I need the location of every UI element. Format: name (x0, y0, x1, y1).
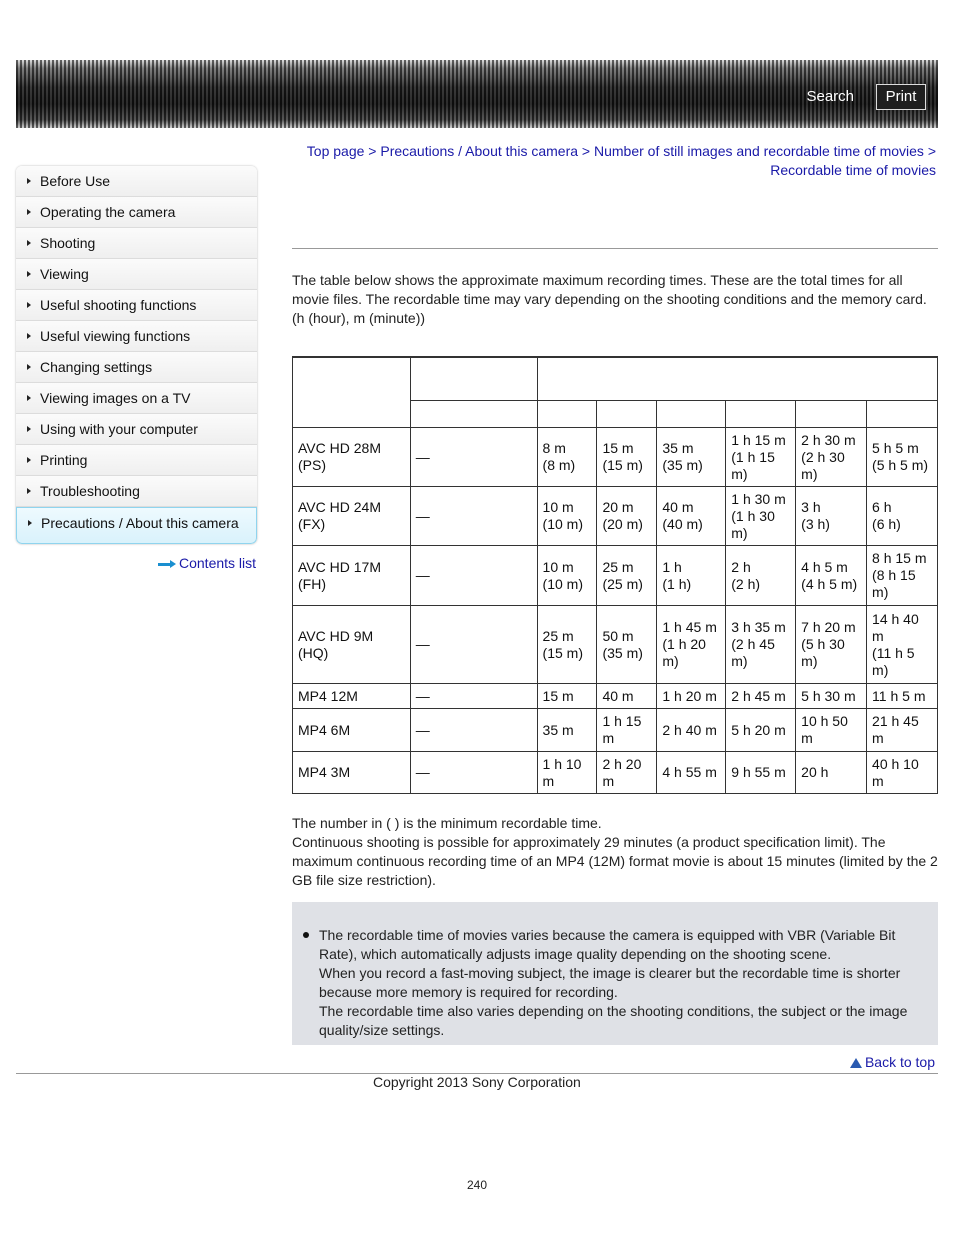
table-cell: 2 h 30 m (2 h 30 m) (796, 428, 867, 487)
table-cell: 10 m (10 m) (537, 546, 597, 606)
table-row (293, 546, 938, 606)
triangle-right-icon (27, 271, 31, 277)
table-cell: 2 h 45 m (726, 684, 796, 709)
header-cell (657, 401, 726, 428)
breadcrumb-number-of-images[interactable]: Number of still images and recordable time of movies (594, 143, 924, 159)
table-cell: 1 h 45 m (1 h 20 m) (657, 606, 726, 684)
header-cell (796, 401, 867, 428)
table-row (293, 428, 938, 487)
note-min-time: The number in ( ) is the minimum recordable time. (292, 815, 602, 831)
hint-paragraph: The recordable time of movies varies because the camera is equipped with VBR (Variable Bit Rate), which automatically adjusts image quality depending on the shooting scene. (319, 927, 896, 962)
table-cell: 1 h 15 m (1 h 15 m) (726, 428, 796, 487)
note-continuous: Continuous shooting is possible for approximately 29 minutes (a product specification limit). The maximum continuous recording time of an MP4 (12M) format movie is about 15 minutes (limited by the 2 GB file size restriction). (292, 834, 938, 888)
table-cell: 4 h 55 m (657, 752, 726, 794)
table-cell: 1 h 10 m (537, 752, 597, 794)
sidebar-item-troubleshooting[interactable]: Troubleshooting (16, 476, 257, 507)
table-cell: AVC HD 17M (FH) (293, 546, 411, 606)
back-to-top-link[interactable]: Back to top (850, 1054, 935, 1070)
table-cell: — (410, 428, 537, 487)
sidebar-item-shooting[interactable]: Shooting (16, 228, 257, 259)
contents-list-link[interactable]: Contents list (158, 555, 256, 571)
table-cell: 6 h (6 h) (867, 487, 938, 546)
table-cell: 3 h 35 m (2 h 45 m) (726, 606, 796, 684)
sidebar-item-viewing[interactable]: Viewing (16, 259, 257, 290)
arrow-right-icon (158, 560, 176, 568)
hint-paragraph: When you record a fast-moving subject, the image is clearer but the recordable time is shorter because more memory is required for recording. (319, 965, 901, 1000)
table-cell: 5 h 20 m (726, 709, 796, 752)
triangle-right-icon (27, 209, 31, 215)
header-cell (293, 357, 411, 428)
triangle-right-icon (27, 178, 31, 184)
table-cell: 11 h 5 m (867, 684, 938, 709)
table-cell: 25 m (25 m) (597, 546, 657, 606)
hint-paragraph: The recordable time also varies depending on the shooting conditions, the subject or the image quality/size settings. (319, 1003, 908, 1038)
table-row (293, 606, 938, 684)
hint-box (292, 902, 938, 1045)
table-row (293, 752, 938, 794)
notes (292, 814, 938, 890)
table-cell: AVC HD 9M (HQ) (293, 606, 411, 684)
table-cell: MP4 6M (293, 709, 411, 752)
triangle-right-icon (27, 364, 31, 370)
header-bar (16, 60, 938, 128)
sidebar-item-changing-settings[interactable]: Changing settings (16, 352, 257, 383)
breadcrumb: Top page > Precautions / About this camera > Number of still images and recordable time of movies > Recordable time of movies (306, 143, 936, 178)
sidebar-nav (16, 166, 257, 544)
table-cell: 15 m (15 m) (597, 428, 657, 487)
header-cell (410, 357, 537, 401)
table-row (293, 684, 938, 709)
recordable-time-table (292, 356, 938, 794)
table-cell: — (410, 546, 537, 606)
table-cell: 5 h 5 m (5 h 5 m) (867, 428, 938, 487)
sidebar-item-useful-shooting[interactable]: Useful shooting functions (16, 290, 257, 321)
table-cell: 10 m (10 m) (537, 487, 597, 546)
table-cell: — (410, 752, 537, 794)
header-cell (597, 401, 657, 428)
arrow-up-icon (850, 1058, 862, 1068)
table-row (293, 487, 938, 546)
table-cell: 10 h 50 m (796, 709, 867, 752)
triangle-right-icon (27, 426, 31, 432)
table-cell: 50 m (35 m) (597, 606, 657, 684)
sidebar-item-operating[interactable]: Operating the camera (16, 197, 257, 228)
header-cell (726, 401, 796, 428)
table-cell: 21 h 45 m (867, 709, 938, 752)
page-number: 240 (466, 1178, 488, 1192)
table-cell: 2 h 20 m (597, 752, 657, 794)
sidebar-item-computer[interactable]: Using with your computer (16, 414, 257, 445)
triangle-right-icon (27, 302, 31, 308)
table-cell: 35 m (537, 709, 597, 752)
table-cell: 1 h 20 m (657, 684, 726, 709)
triangle-right-icon (27, 333, 31, 339)
table-cell: 7 h 20 m (5 h 30 m) (796, 606, 867, 684)
table-cell: 9 h 55 m (726, 752, 796, 794)
table-cell: 25 m (15 m) (537, 606, 597, 684)
table-body (293, 428, 938, 794)
table-cell: 1 h (1 h) (657, 546, 726, 606)
table-cell: AVC HD 24M (FX) (293, 487, 411, 546)
copyright: Copyright 2013 Sony Corporation (373, 1074, 581, 1090)
title-divider (292, 248, 938, 249)
triangle-right-icon (27, 457, 31, 463)
table-cell: 20 h (796, 752, 867, 794)
table-cell: 40 m (40 m) (657, 487, 726, 546)
table-cell: — (410, 709, 537, 752)
bullet-icon (303, 932, 309, 938)
breadcrumb-top-page[interactable]: Top page (306, 143, 365, 159)
table-cell: — (410, 684, 537, 709)
triangle-right-icon (28, 520, 32, 526)
table-cell: 40 h 10 m (867, 752, 938, 794)
table-cell: AVC HD 28M (PS) (293, 428, 411, 487)
table-cell: MP4 12M (293, 684, 411, 709)
header-cell (537, 357, 937, 401)
sidebar-item-before-use[interactable]: Before Use (16, 166, 257, 197)
table-cell: 2 h 40 m (657, 709, 726, 752)
table-row (293, 709, 938, 752)
triangle-right-icon (27, 395, 31, 401)
table-cell: 20 m (20 m) (597, 487, 657, 546)
breadcrumb-precautions[interactable]: Precautions / About this camera (380, 143, 579, 159)
header-cell (410, 401, 537, 428)
breadcrumb-recordable-time[interactable]: Recordable time of movies (770, 162, 936, 178)
table-cell: 8 h 15 m (8 h 15 m) (867, 546, 938, 606)
table-cell: 8 m (8 m) (537, 428, 597, 487)
header-cell (537, 401, 597, 428)
table-cell: 40 m (597, 684, 657, 709)
table-cell: 14 h 40 m (11 h 5 m) (867, 606, 938, 684)
sidebar-item-printing[interactable]: Printing (16, 445, 257, 476)
search-link[interactable]: Search (806, 88, 854, 105)
table-cell: 5 h 30 m (796, 684, 867, 709)
table-cell: 2 h (2 h) (726, 546, 796, 606)
triangle-right-icon (27, 488, 31, 494)
table-cell: 35 m (35 m) (657, 428, 726, 487)
table-cell: 4 h 5 m (4 h 5 m) (796, 546, 867, 606)
print-button[interactable]: Print (876, 84, 926, 110)
table-cell: 3 h (3 h) (796, 487, 867, 546)
sidebar-item-viewing-tv[interactable]: Viewing images on a TV (16, 383, 257, 414)
table-cell: — (410, 487, 537, 546)
table-cell: 1 h 15 m (597, 709, 657, 752)
header-cell (867, 401, 938, 428)
triangle-right-icon (27, 240, 31, 246)
table-cell: — (410, 606, 537, 684)
table-cell: MP4 3M (293, 752, 411, 794)
table-cell: 1 h 30 m (1 h 30 m) (726, 487, 796, 546)
sidebar-item-precautions[interactable]: Precautions / About this camera (16, 507, 257, 544)
table-cell: 15 m (537, 684, 597, 709)
intro-text: The table below shows the approximate maximum recording times. These are the total times for all movie files. The recordable time may vary depending on the shooting conditions and the memory card. (h (hour), m (minute)) (292, 272, 927, 326)
sidebar-item-useful-viewing[interactable]: Useful viewing functions (16, 321, 257, 352)
